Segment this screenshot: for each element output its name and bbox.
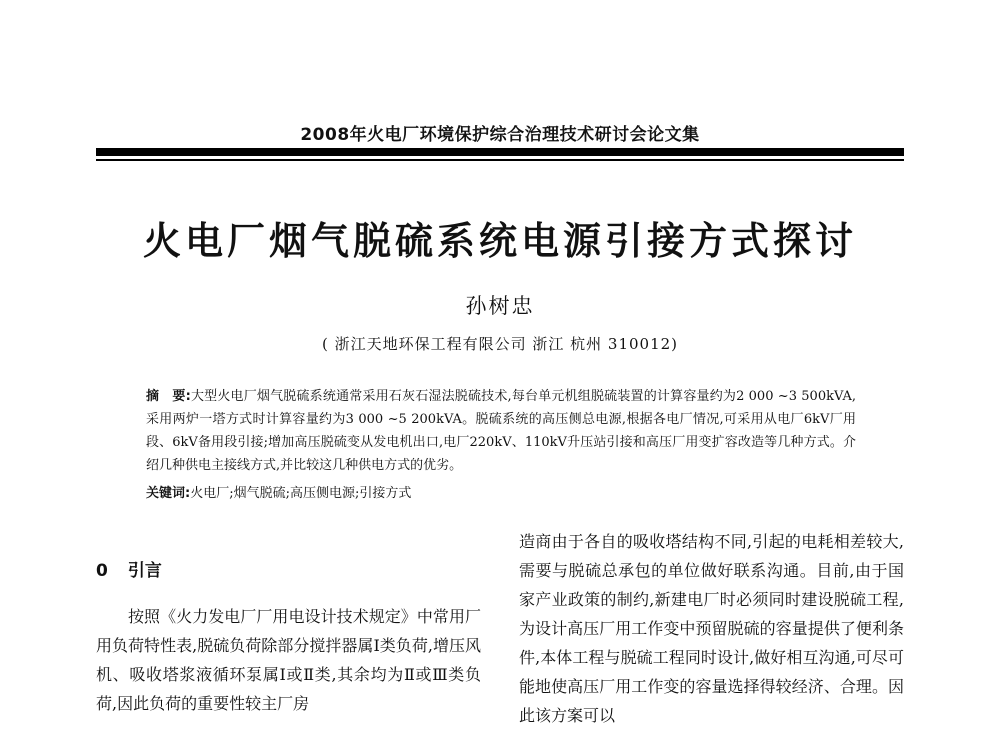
right-column-text: 造商由于各自的吸收塔结构不同,引起的电耗相差较大,需要与脱硫总承包的单位做好联系沟通。目前,由于国家产业政策的制约,新建电厂时必须同时建设脱硫工程,为设计高压厂用工作变中预留脱硫的容量提供了便利条件,本体工程与脱硫工程同时设计,做好相互沟通,可尽可能地使高压厂用工作变的容量选择得较经济、合理。因此该方案可以 [519,532,904,725]
abstract-label: 摘 要: [146,389,191,404]
keywords-text: 火电厂;烟气脱硫;高压侧电源;引接方式 [190,486,412,501]
author: 孙树忠 [465,294,535,318]
keywords [146,482,856,505]
journal-header: 2008年火电厂环境保护综合治理技术研讨会论文集 [300,125,700,145]
section-heading [96,556,162,581]
section-title: 引言 [127,561,162,581]
left-column-text: 按照《火力发电厂厂用电设计技术规定》中常用厂用负荷特性表,脱硫负荷除部分搅拌器属Ⅰ类负荷,增压风机、吸收塔浆液循环泵属Ⅰ或Ⅱ类,其余均为Ⅱ或Ⅲ类负荷,因此负荷的重要性较主厂房 [96,607,481,713]
abstract [146,385,856,477]
paper-title: 火电厂烟气脱硫系统电源引接方式探讨 [142,219,857,263]
keywords-label: 关键词: [146,486,191,501]
abstract-text: 大型火电厂烟气脱硫系统通常采用石灰石湿法脱硫技术,每台单元机组脱硫装置的计算容量约为2 000 ~3 500kVA,采用两炉一塔方式时计算容量约为3 000 ~5 200kVA。脱硫系统的高压侧总电源,根据各电厂情况,可采用从电厂6kV厂用段、6kV备用段引接;增加高压脱硫变从发电机出口,电厂220kV、110kV升压站引接和高压厂用变扩容改造等几种方式。介绍几种供电主接线方式,并比较这几种供电方式的优劣。 [146,389,857,473]
affiliation: ( 浙江天地环保工程有限公司 浙江 杭州 310012) [321,335,679,353]
section-number: 0 [96,561,108,581]
header-rule-thick [96,148,904,156]
header-rule-thin [96,159,904,161]
